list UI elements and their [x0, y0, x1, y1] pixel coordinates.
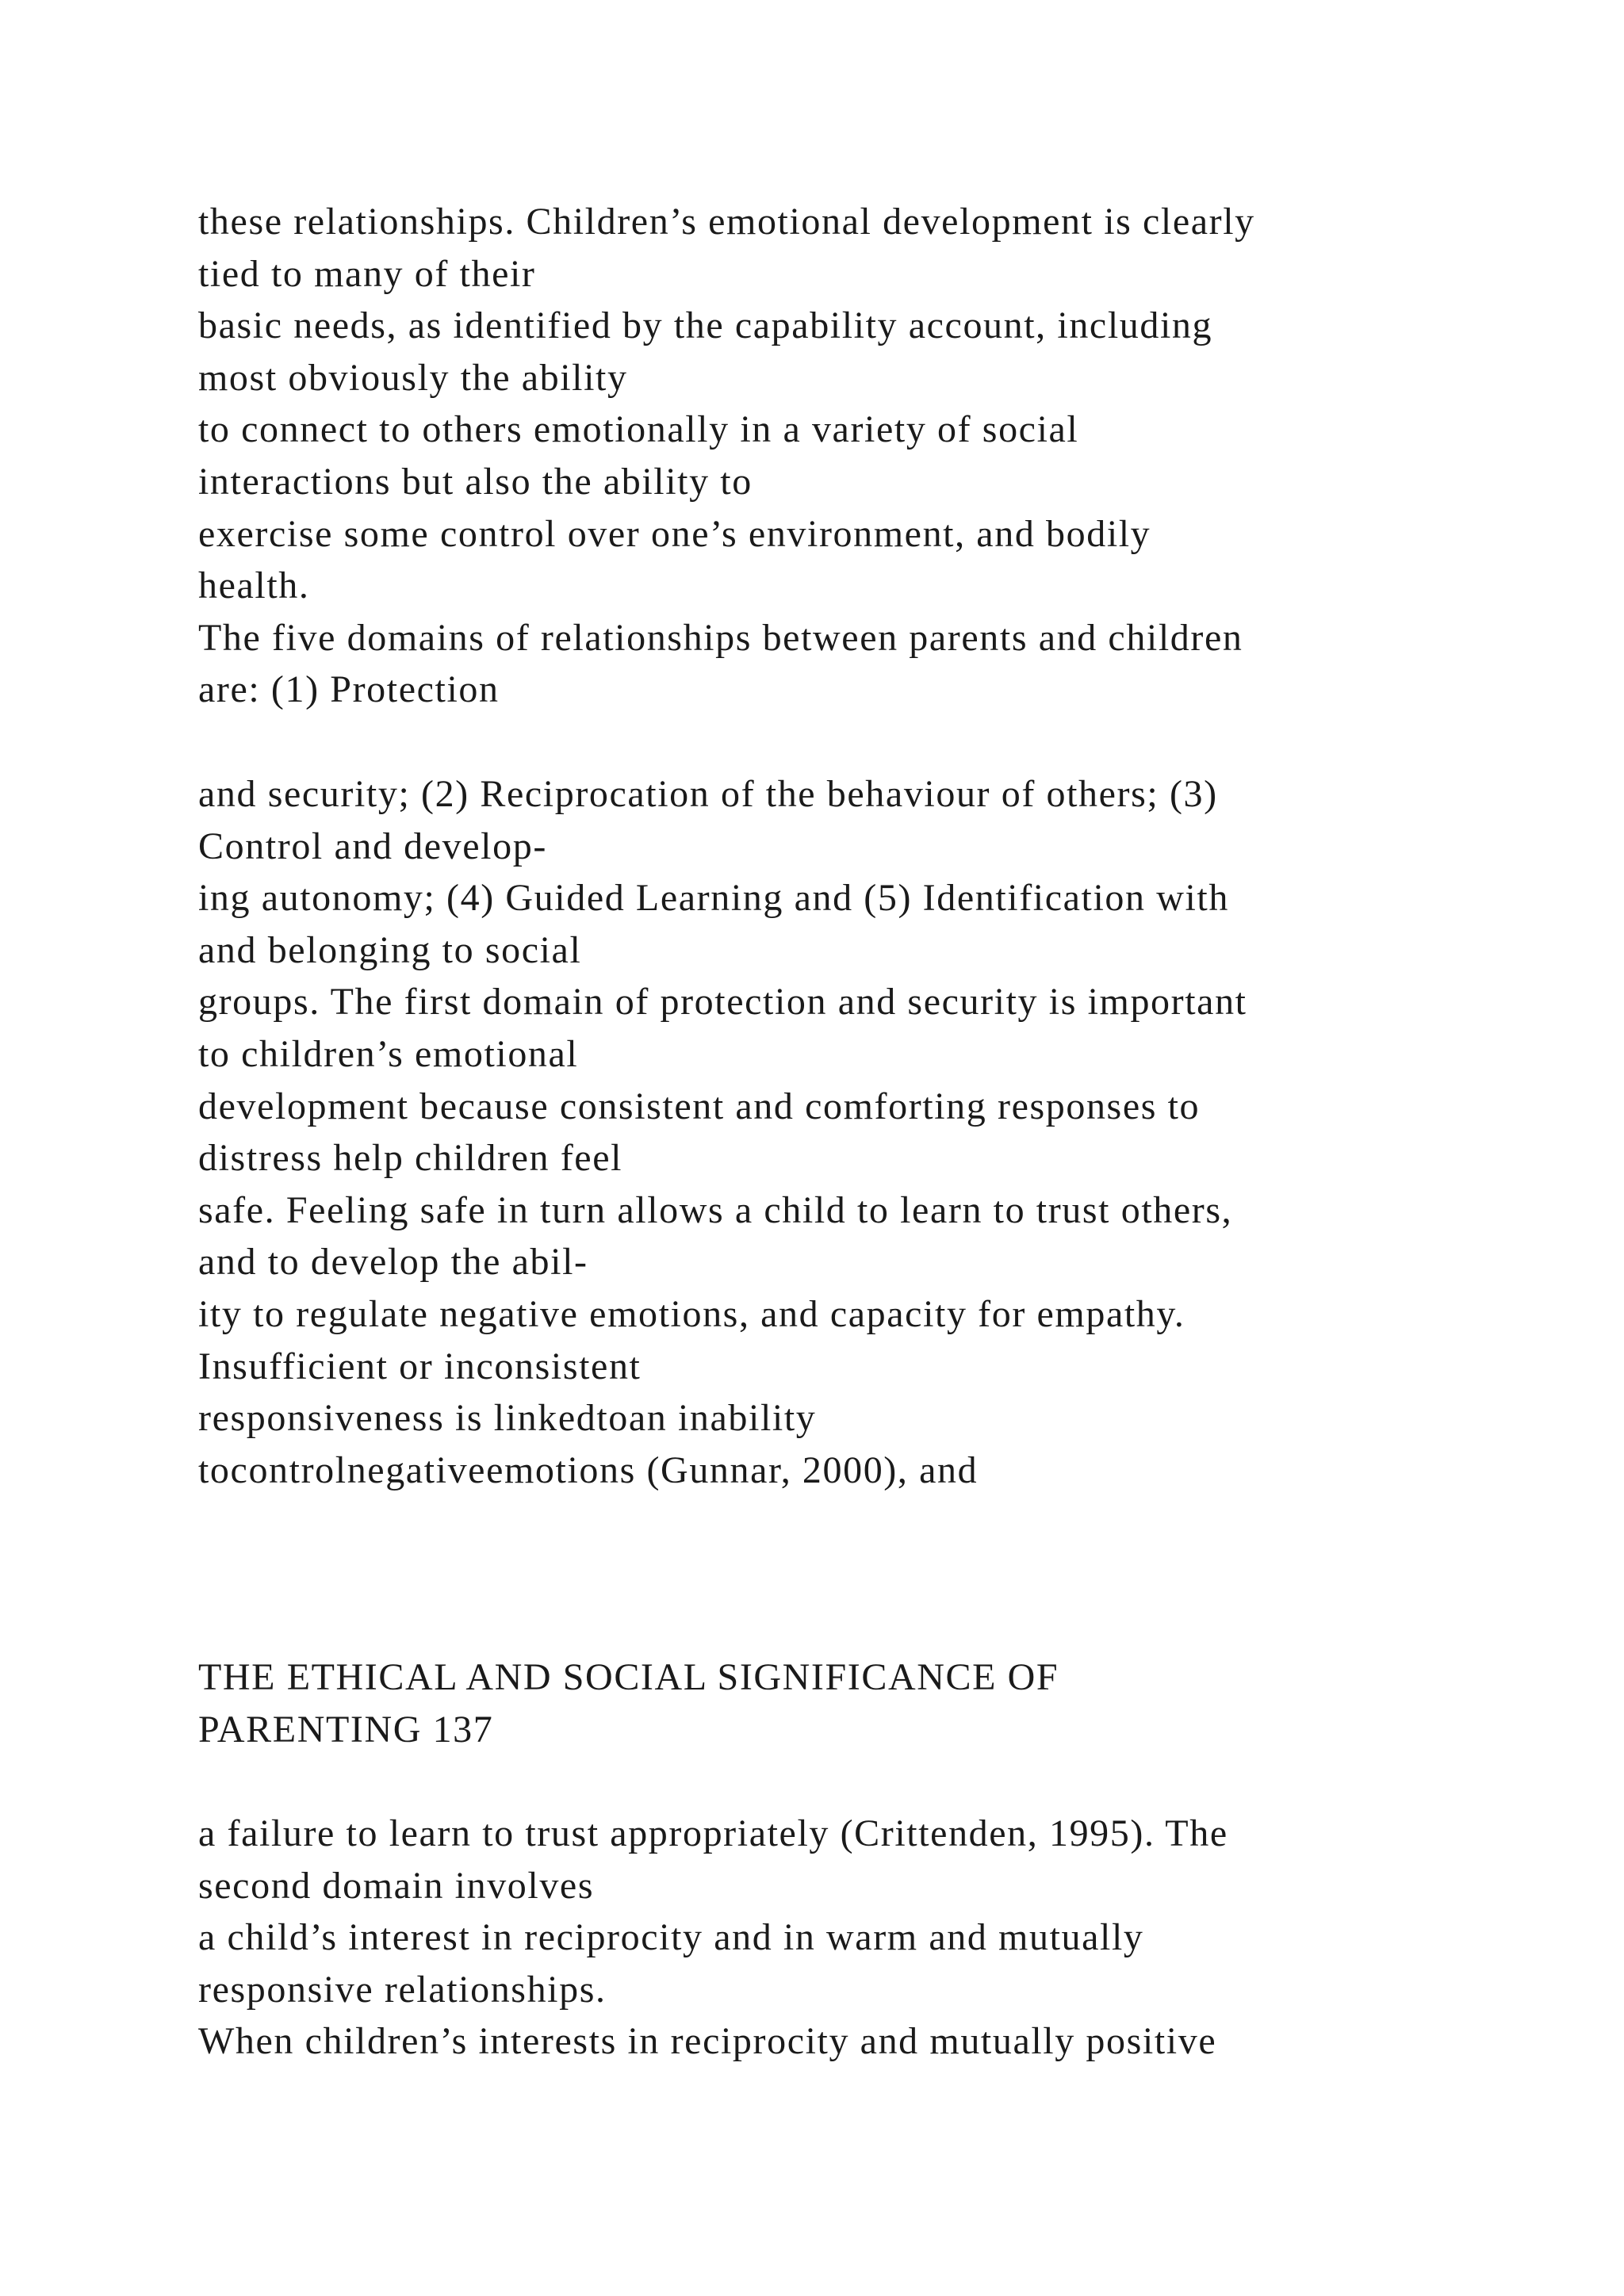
text-line: basic needs, as identified by the capability account, including [198, 304, 1213, 347]
text-line: responsiveness is linkedtoan inability [198, 1397, 817, 1440]
text-line: tocontrolnegativeemotions (Gunnar, 2000), and [198, 1448, 979, 1491]
text-line: groups. The first domain of protection and security is important [198, 981, 1247, 1024]
paragraph-2 [198, 768, 1546, 1496]
text-line: Insufficient or inconsistent [198, 1345, 642, 1387]
text-line: these relationships. Children’s emotional development is clearly [198, 201, 1255, 243]
text-line: and security; (2) Reciprocation of the behaviour of others; (3) [198, 773, 1218, 815]
text-line: to children’s emotional [198, 1032, 579, 1075]
header-line: PARENTING 137 [198, 1708, 494, 1751]
text-line: ity to regulate negative emotions, and capacity for empathy. [198, 1292, 1185, 1335]
text-line: ing autonomy; (4) Guided Learning and (5) Identification with [198, 877, 1229, 920]
text-line: a failure to learn to trust appropriately (Crittenden, 1995). The [198, 1812, 1228, 1854]
paragraph-3 [198, 1808, 1546, 2068]
text-line: development because consistent and comforting responses to [198, 1085, 1201, 1127]
text-line: are: (1) Protection [198, 668, 500, 711]
text-line: Control and develop- [198, 825, 547, 867]
header-line: THE ETHICAL AND SOCIAL SIGNIFICANCE OF [198, 1656, 1059, 1698]
text-line: exercise some control over one’s environment, and bodily [198, 512, 1151, 555]
text-line: distress help children feel [198, 1137, 623, 1180]
text-line: safe. Feeling safe in turn allows a child to learn to trust others, [198, 1188, 1233, 1231]
text-line: second domain involves [198, 1864, 595, 1907]
text-line: and belonging to social [198, 928, 582, 971]
text-line: and to develop the abil- [198, 1241, 588, 1284]
text-line: When children’s interests in reciprocity and mutually positive [198, 2020, 1217, 2063]
text-line: a child’s interest in reciprocity and in warm and mutually [198, 1916, 1144, 1959]
running-header [198, 1651, 1546, 1755]
paragraph-1 [198, 196, 1546, 716]
text-line: to connect to others emotionally in a variety of social [198, 408, 1079, 451]
text-line: responsive relationships. [198, 1968, 607, 2011]
text-line: most obviously the ability [198, 356, 628, 399]
text-line: interactions but also the ability to [198, 460, 753, 503]
text-line: The five domains of relationships between parents and children [198, 616, 1243, 659]
text-line: tied to many of their [198, 252, 536, 295]
text-line: health. [198, 564, 310, 607]
